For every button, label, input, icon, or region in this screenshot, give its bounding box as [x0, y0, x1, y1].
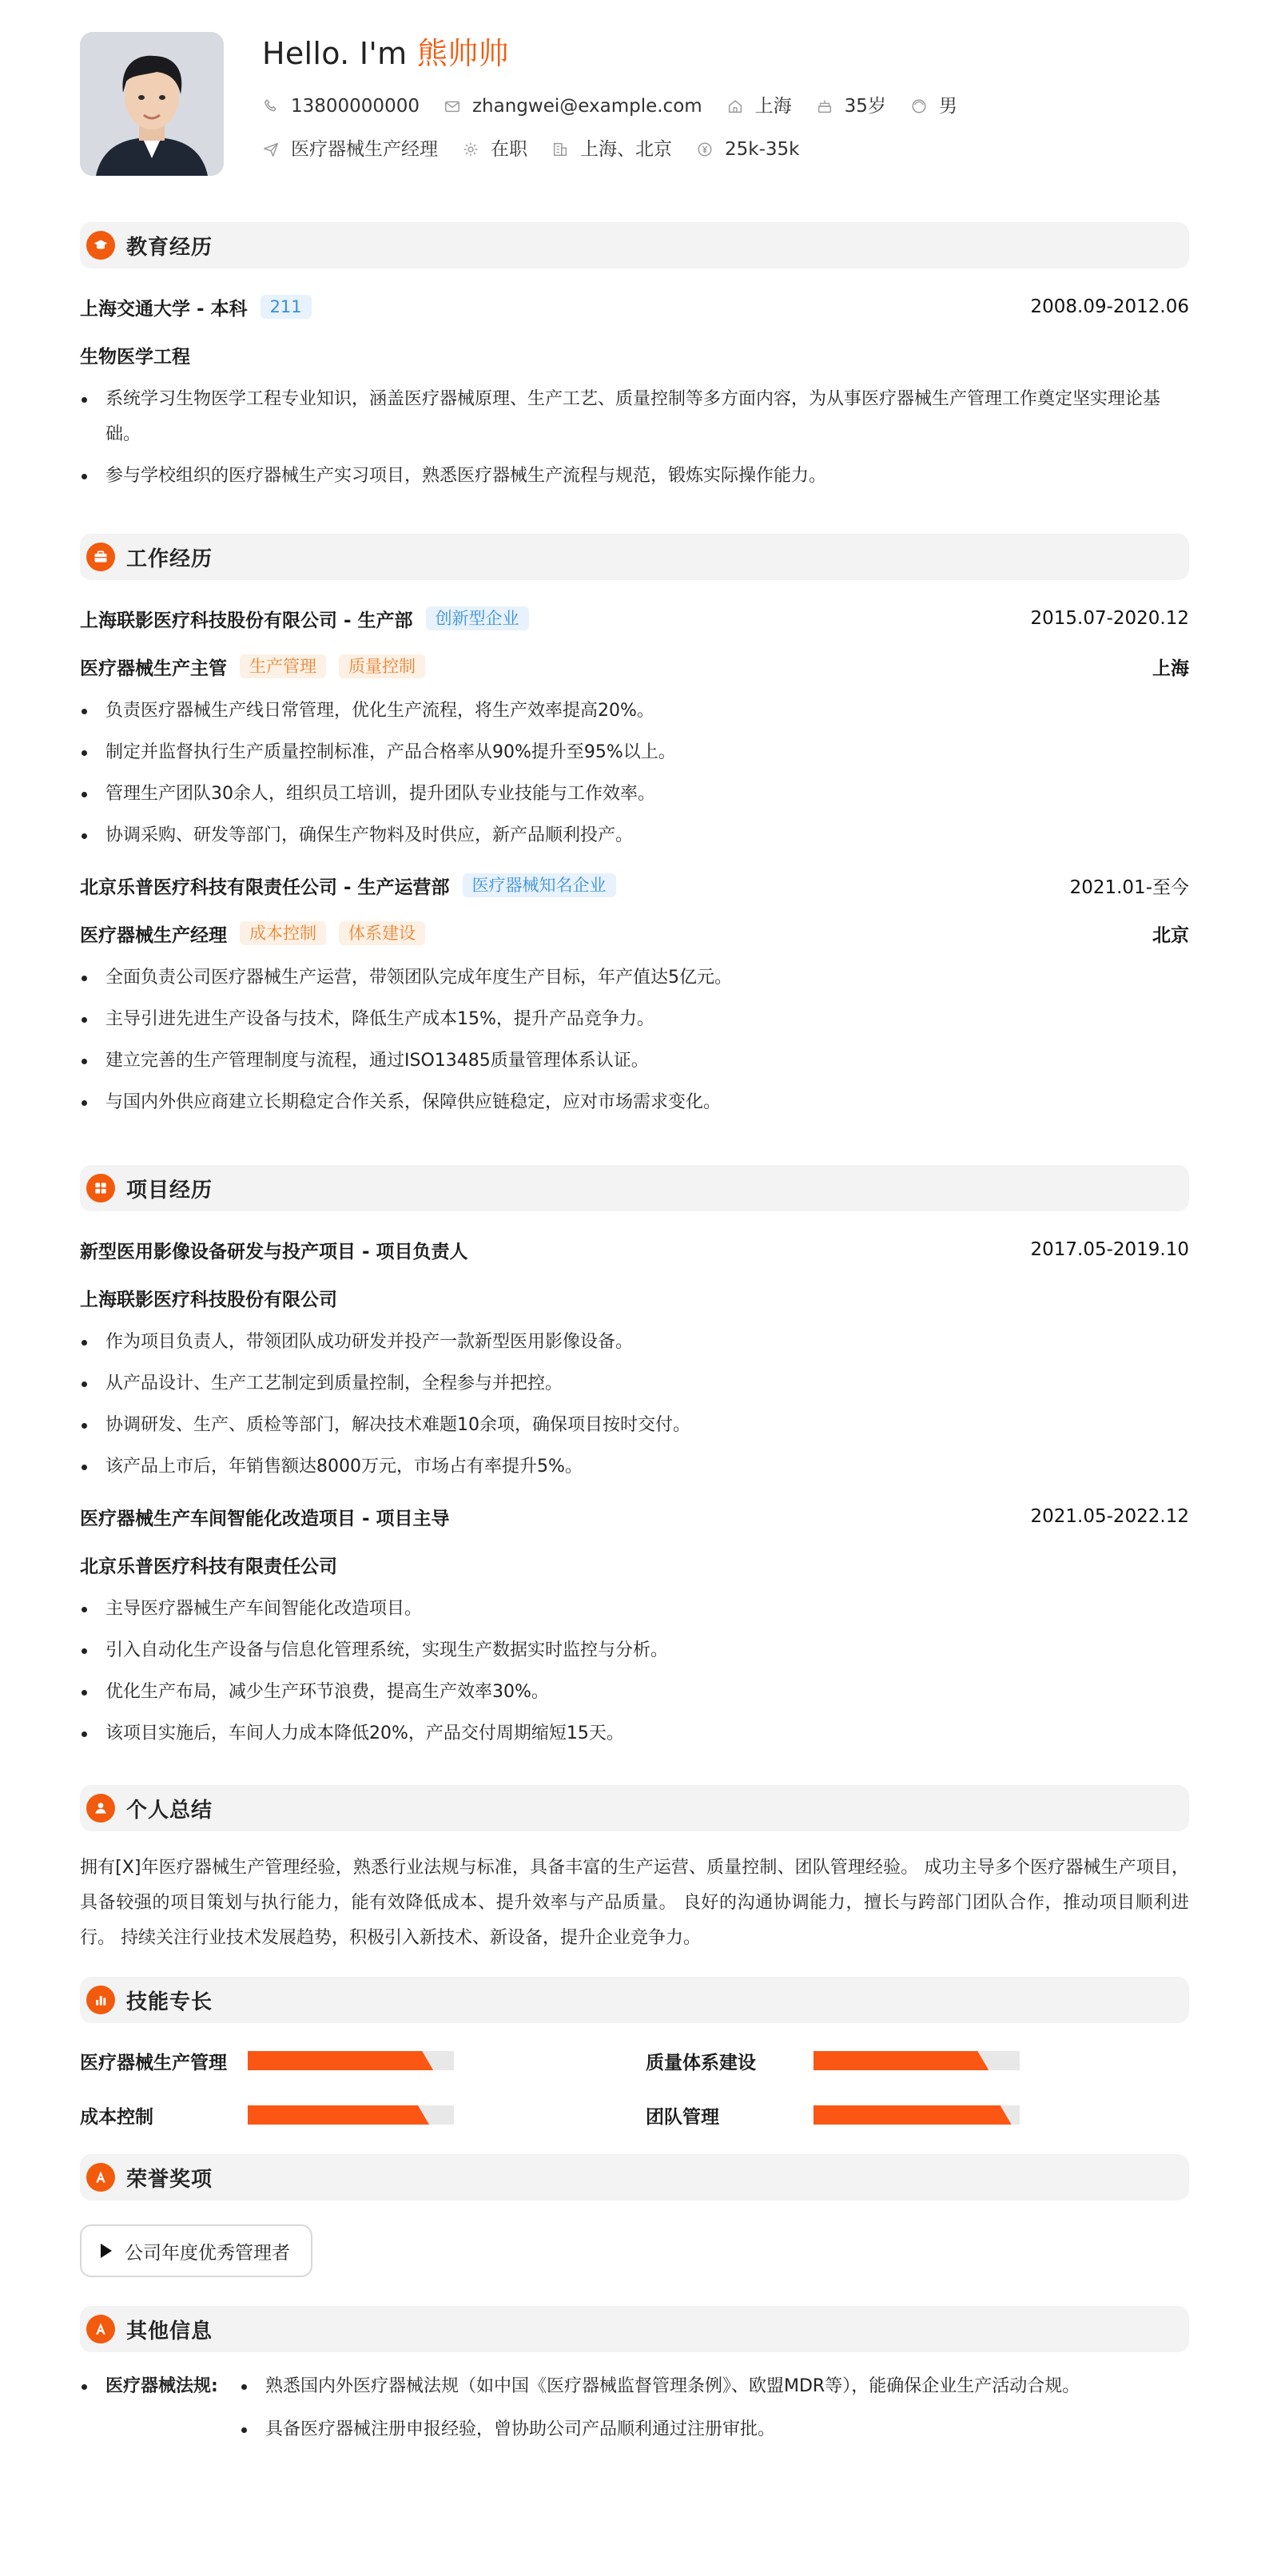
project-period: 2021.05-2022.12 — [1030, 1506, 1189, 1527]
skill-bar — [248, 2051, 454, 2070]
list-item: 熟悉国内外医疗器械法规（如中国《医疗器械监督管理条例》、欧盟MDR等），能确保企业生产活动合规。 — [240, 2365, 1080, 2408]
list-item: 全面负责公司医疗器械生产运营，带领团队完成年度生产目标，年产值达5亿元。 — [80, 960, 1189, 996]
company-tag: 创新型企业 — [426, 606, 529, 630]
education-bullets — [80, 382, 1189, 494]
skill-item — [646, 2042, 1173, 2079]
section-projects — [80, 1165, 1189, 1211]
job-entry-2 — [80, 873, 1189, 1120]
section-title: 荣誉奖项 — [126, 2167, 213, 2192]
role-tag: 质量控制 — [339, 654, 425, 678]
salary-item — [696, 137, 799, 161]
project-bullets — [80, 1325, 1189, 1485]
project-bullets — [80, 1592, 1189, 1751]
phone-item — [262, 94, 420, 118]
list-item: 引入自动化生产设备与信息化管理系统，实现生产数据实时监控与分析。 — [80, 1633, 1189, 1668]
contact-row — [262, 94, 981, 118]
list-item: 参与学校组织的医疗器械生产实习项目，熟悉医疗器械生产流程与规范，锻炼实际操作能力。 — [80, 459, 1189, 494]
school-badge: 211 — [261, 295, 312, 319]
list-item: 与国内外供应商建立长期稳定合作关系，保障供应链稳定，应对市场需求变化。 — [80, 1085, 1189, 1120]
skill-bar — [248, 2105, 454, 2125]
list-item: 制定并监督执行生产质量控制标准，产品合格率从90%提升至95%以上。 — [80, 735, 1189, 770]
list-item: 负责医疗器械生产线日常管理，优化生产流程，将生产效率提高20%。 — [80, 694, 1189, 729]
bar-chart-icon — [86, 1986, 115, 2014]
list-item: 协调研发、生产、质检等部门，解决技术难题10余项，确保项目按时交付。 — [80, 1408, 1189, 1443]
honor-label: 公司年度优秀管理者 — [125, 2242, 290, 2264]
status-text: 在职 — [491, 139, 527, 160]
section-title: 项目经历 — [126, 1178, 213, 1203]
summary-text: 拥有[X]年医疗器械生产管理经验，熟悉行业法规与标准，具备丰富的生产运营、质量控制、团队管理经验。 成功主导多个医疗器械生产项目，具备较强的项目策划与执行能力，能有效降低成本、提升效率与产品质量。 良好的沟通协调能力，擅长与跨部门团队合作，推动项目顺利进行。 持续关注行业技术发展趋势，积极引入新技术、新设备，提升企业竞争力。 — [80, 1858, 1189, 1948]
role-name: 医疗器械生产经理 — [80, 924, 227, 946]
role-tag: 成本控制 — [240, 921, 326, 945]
person-icon — [910, 97, 928, 115]
company-tag: 医疗器械知名企业 — [463, 873, 616, 897]
other-bullets — [240, 2365, 1080, 2451]
target-city-item — [551, 137, 672, 161]
major-name: 生物医学工程 — [80, 346, 190, 368]
project-company: 北京乐普医疗科技有限责任公司 — [80, 1556, 337, 1577]
project-period: 2017.05-2019.10 — [1030, 1239, 1189, 1260]
role-row — [80, 654, 1189, 679]
gender-item — [910, 94, 957, 118]
mail-icon — [444, 97, 461, 115]
email-text: zhangwei@example.com — [471, 96, 702, 117]
position-text: 医疗器械生产经理 — [291, 139, 438, 160]
role-row — [80, 920, 1189, 946]
skills-grid — [80, 2042, 1189, 2133]
job-intent-row — [262, 137, 981, 161]
skill-bar-fill — [248, 2051, 433, 2070]
project-company-row — [80, 1552, 1189, 1577]
project-name: 医疗器械生产车间智能化改造项目 - 项目主导 — [80, 1508, 450, 1529]
project-entry-2 — [80, 1504, 1189, 1751]
city-item — [726, 94, 792, 118]
education-period: 2008.09-2012.06 — [1030, 296, 1189, 317]
section-title: 工作经历 — [126, 547, 213, 571]
list-item: 系统学习生物医学工程专业知识，涵盖医疗器械原理、生产工艺、质量控制等多方面内容，为从事医疗器械生产管理工作奠定坚实理论基础。 — [80, 382, 1189, 452]
job-bullets — [80, 960, 1189, 1120]
award-icon — [86, 2315, 115, 2343]
section-other — [80, 2306, 1189, 2352]
skill-name: 质量体系建设 — [646, 2052, 756, 2073]
skill-name: 医疗器械生产管理 — [80, 2052, 227, 2073]
role-name: 医疗器械生产主管 — [80, 658, 227, 679]
skill-bar — [814, 2051, 1020, 2070]
job-entry-1 — [80, 606, 1189, 853]
list-item: 主导医疗器械生产车间智能化改造项目。 — [80, 1592, 1189, 1627]
salary-text: 25k-35k — [725, 139, 800, 160]
greeting-heading — [262, 34, 981, 74]
job-header-row — [80, 873, 1189, 898]
list-item: 优化生产布局，减少生产环节浪费，提高生产效率30%。 — [80, 1675, 1189, 1710]
play-icon — [101, 2244, 112, 2258]
skill-bar — [814, 2105, 1020, 2125]
school-name: 上海交通大学 - 本科 — [80, 298, 248, 320]
skill-bar-fill — [814, 2105, 1012, 2125]
education-header-row — [80, 294, 1189, 320]
list-item: 从产品设计、生产工艺制定到质量控制，全程参与并把控。 — [80, 1366, 1189, 1401]
avatar — [80, 32, 224, 176]
phone-text: 13800000000 — [291, 96, 420, 117]
gear-icon — [462, 141, 479, 158]
skill-item — [646, 2097, 1173, 2133]
yen-icon — [696, 141, 714, 158]
position-item — [262, 137, 438, 161]
job-period: 2015.07-2020.12 — [1030, 608, 1189, 629]
project-company-row — [80, 1285, 1189, 1310]
gender-text: 男 — [938, 96, 957, 117]
city-text: 上海 — [754, 96, 792, 117]
job-header-row — [80, 606, 1189, 631]
other-label: 医疗器械法规: — [80, 2365, 240, 2451]
section-honors — [80, 2154, 1189, 2200]
list-item: 该项目实施后，车间人力成本降低20%，产品交付周期缩短15天。 — [80, 1716, 1189, 1751]
project-name: 新型医用影像设备研发与投产项目 - 项目负责人 — [80, 1241, 468, 1262]
project-entry-1 — [80, 1237, 1189, 1485]
target-city-text: 上海、北京 — [580, 139, 672, 160]
job-location: 北京 — [1152, 924, 1189, 946]
send-icon — [262, 141, 280, 158]
section-title: 教育经历 — [126, 235, 213, 260]
role-tag: 体系建设 — [339, 921, 425, 945]
home-icon — [726, 97, 744, 115]
grid-icon — [86, 1174, 115, 1203]
email-item — [444, 94, 702, 118]
graduation-cap-icon — [86, 231, 115, 260]
cake-icon — [816, 97, 833, 115]
honors-list — [80, 2224, 1189, 2277]
job-bullets — [80, 694, 1189, 853]
phone-icon — [262, 97, 280, 115]
section-title: 其他信息 — [126, 2319, 213, 2343]
section-education — [80, 222, 1189, 268]
list-item: 作为项目负责人，带领团队成功研发并投产一款新型医用影像设备。 — [80, 1325, 1189, 1360]
job-location: 上海 — [1152, 658, 1189, 679]
other-info-block — [80, 2365, 1189, 2451]
section-title: 个人总结 — [126, 1798, 213, 1823]
skill-item — [80, 2042, 607, 2079]
greeting-text: Hello. I'm — [262, 36, 408, 71]
section-skills — [80, 1977, 1189, 2023]
major-row — [80, 342, 1189, 368]
skill-name: 成本控制 — [80, 2106, 153, 2128]
section-title: 技能专长 — [126, 1990, 213, 2014]
resume-header — [80, 32, 1189, 192]
list-item: 管理生产团队30余人，组织员工培训，提升团队专业技能与工作效率。 — [80, 777, 1189, 812]
briefcase-icon — [86, 543, 115, 571]
skill-bar-fill — [814, 2051, 989, 2070]
role-tag: 生产管理 — [240, 654, 326, 678]
age-text: 35岁 — [844, 96, 886, 117]
skill-bar-fill — [248, 2105, 429, 2125]
list-item: 建立完善的生产管理制度与流程，通过ISO13485质量管理体系认证。 — [80, 1044, 1189, 1079]
user-icon — [86, 1794, 115, 1823]
project-header-row — [80, 1504, 1189, 1529]
list-item: 具备医疗器械注册申报经验，曾协助公司产品顺利通过注册审批。 — [240, 2408, 1080, 2451]
list-item: 协调采购、研发等部门，确保生产物料及时供应，新产品顺利投产。 — [80, 818, 1189, 853]
status-item — [462, 137, 527, 161]
list-item: 主导引进先进生产设备与技术，降低生产成本15%，提升产品竞争力。 — [80, 1002, 1189, 1037]
honor-item[interactable] — [80, 2224, 312, 2277]
award-icon — [86, 2163, 115, 2192]
skill-item — [80, 2097, 607, 2133]
project-header-row — [80, 1237, 1189, 1262]
candidate-name: 熊帅帅 — [416, 36, 509, 71]
section-work — [80, 534, 1189, 580]
company-name: 北京乐普医疗科技有限责任公司 - 生产运营部 — [80, 877, 450, 898]
education-entry — [80, 294, 1189, 494]
building-icon — [551, 141, 569, 158]
age-item — [816, 94, 886, 118]
section-summary — [80, 1785, 1189, 1831]
list-item: 该产品上市后，年销售额达8000万元，市场占有率提升5%。 — [80, 1449, 1189, 1485]
company-name: 上海联影医疗科技股份有限公司 - 生产部 — [80, 610, 413, 631]
job-period: 2021.01-至今 — [1069, 877, 1189, 898]
project-company: 上海联影医疗科技股份有限公司 — [80, 1289, 337, 1310]
skill-name: 团队管理 — [646, 2106, 719, 2128]
